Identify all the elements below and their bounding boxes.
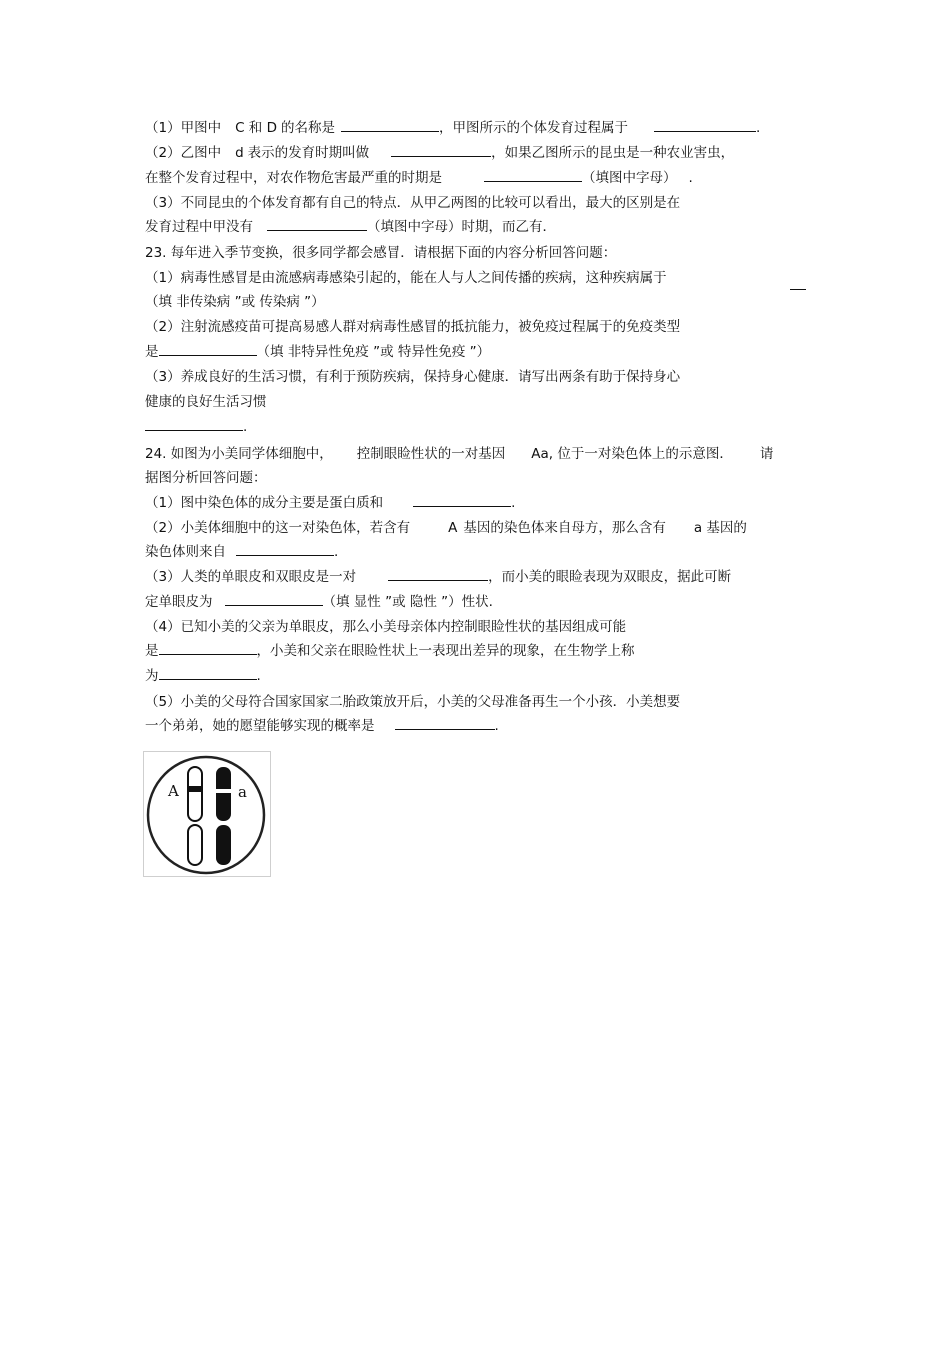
gene-label-A: A (168, 782, 179, 800)
q24-part5-line: （5）小美的父母符合国家国家二胎政策放开后，小美的父母准备再生一个小孩．小美想要 (145, 694, 681, 710)
q23-part2-line: （2）注射流感疫苗可提高易感人群对病毒性感冒的抵抗能力，被免疫过程属于的免疫类型 (145, 319, 681, 335)
answer-blank[interactable] (388, 579, 488, 581)
chromosome-right (216, 767, 231, 865)
answer-blank[interactable] (484, 180, 582, 182)
q22-part2b-line: 在整个发育过程中，对农作物危害最严重的时期是 （填图中字母） . (145, 170, 693, 186)
q24-part3-line: （3）人类的单眼皮和双眼皮是一对 ，而小美的眼睑表现为双眼皮，据此可断 (145, 569, 732, 585)
q24-stem: 24. 如图为小美同学体细胞中， 控制眼睑性状的一对基因 Aa, 位于一对染色体上的示意图． 请 (145, 446, 774, 462)
q23-stem: 23. 每年进入季节变换，很多同学都会感冒．请根据下面的内容分析回答问题： (145, 245, 617, 261)
answer-blank[interactable] (236, 554, 334, 556)
answer-blank[interactable] (159, 653, 257, 655)
q24-part4c-line: 为 . (145, 668, 261, 684)
answer-blank[interactable] (159, 678, 257, 680)
q23-part3c-line: . (145, 421, 247, 435)
q23-part3b-line: 健康的良好生活习惯 (145, 394, 267, 410)
answer-blank[interactable] (267, 229, 367, 231)
answer-blank[interactable] (145, 429, 243, 431)
answer-blank[interactable] (159, 354, 257, 356)
q22-part1-line: （1）甲图中 C 和 D 的名称是 ，甲图所示的个体发育过程属于 . (145, 120, 761, 136)
q23-part1b-line: （填 非传染病 ”或 传染病 ”） (145, 294, 325, 310)
answer-blank[interactable] (341, 130, 439, 132)
q23-part1-line: （1）病毒性感冒是由流感病毒感染引起的，能在人与人之间传播的疾病，这种疾病属于 (145, 270, 667, 286)
chromosome-figure (143, 751, 271, 877)
q24-part2b-line: 染色体则来自 . (145, 544, 339, 560)
q24-part4-line: （4）已知小美的父亲为单眼皮，那么小美母亲体内控制眼睑性状的基因组成可能 (145, 619, 627, 635)
answer-blank[interactable] (790, 288, 806, 290)
q24-part1-line: （1）图中染色体的成分主要是蛋白质和 . (145, 495, 516, 511)
q22-part3b-line: 发育过程中甲没有 （填图中字母）时期，而乙有． (145, 219, 556, 235)
answer-blank[interactable] (413, 505, 511, 507)
answer-blank[interactable] (391, 155, 491, 157)
answer-blank[interactable] (654, 130, 756, 132)
chromosome-diagram (143, 751, 271, 877)
answer-blank[interactable] (395, 728, 495, 730)
gene-band-A (188, 786, 202, 792)
q24-stem2: 据图分析回答问题： (145, 470, 267, 486)
answer-blank[interactable] (225, 604, 323, 606)
gene-band-a (216, 789, 231, 793)
q22-part2-line: （2）乙图中 d 表示的发育时期叫做 ，如果乙图所示的昆虫是一种农业害虫， (145, 145, 735, 161)
cell-circle (148, 757, 264, 873)
q24-part5b-line: 一个弟弟，她的愿望能够实现的概率是 . (145, 718, 499, 734)
q24-part3b-line: 定单眼皮为 （填 显性 ”或 隐性 ”）性状. (145, 594, 493, 610)
q24-part4b-line: 是 ，小美和父亲在眼睑性状上一表现出差异的现象，在生物学上称 (145, 643, 635, 659)
q23-part2b-line: 是 （填 非特异性免疫 ”或 特异性免疫 ”） (145, 344, 491, 360)
chromosome-left (188, 767, 202, 865)
q22-part3-line: （3）不同昆虫的个体发育都有自己的特点．从甲乙两图的比较可以看出，最大的区别是在 (145, 195, 681, 211)
q23-part3-line: （3）养成良好的生活习惯，有利于预防疾病，保持身心健康．请写出两条有助于保持身心 (145, 369, 681, 385)
q24-part2-line: （2）小美体细胞中的这一对染色体，若含有 A 基因的染色体来自母方，那么含有 a 基因的 (145, 520, 747, 536)
gene-label-a: a (238, 783, 247, 801)
